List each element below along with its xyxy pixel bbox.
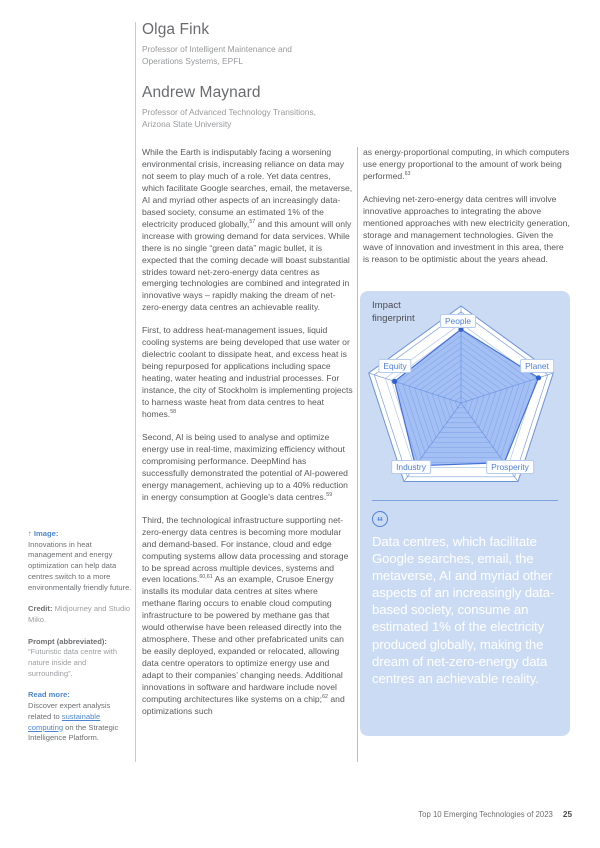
radar-axis-label-planet: Planet [520, 359, 554, 373]
image-note-heading: ↑ Image: [28, 529, 59, 538]
author-affiliation: Professor of Advanced Technology Transitions, Arizona State University [142, 107, 316, 129]
article-column-2 [363, 147, 570, 277]
sustainable-computing-link[interactable]: sustainable computing [28, 711, 101, 732]
radar-axis-label-prosperity: Prosperity [486, 460, 534, 474]
radar-axis-label-people: People [440, 314, 476, 328]
radar-data-point-planet [536, 375, 541, 380]
prompt-label: Prompt (abbreviated): [28, 636, 107, 646]
page-footer [418, 810, 572, 819]
footer-report-title: Top 10 Emerging Technologies of 2023 [418, 810, 553, 819]
author-block [142, 84, 422, 130]
image-note-body: Innovations in heat management and energy optimization can help data centres switch to a more environmentally friendly future. [28, 539, 132, 592]
image-caption-note [28, 529, 132, 593]
read-more-heading: Read more: [28, 690, 70, 700]
body-paragraph: Third, the technological infrastructure supporting net-zero-energy data centres is becoming more modular and demand-based. For instance, cloud and edge computing systems allow data processing and storage to be spread across multiple devices, systems and even locations.$^{60,61}$ As an example, Crusoe Energy installs its modular data centres at sites where methane flaring occurs to enable cloud computing infrastructure to be powered by methane gas that would otherwise have been released directly into the atmosphere. These and other prefabricated units can be easily deployed, expanded or relocated, allowing data centre operators to optimize energy use and adapt to their companies’ changing needs. Additional innovations in software and hardware include novel computing architectures like systems on a chip;$^{62}$ and optimizations such [142, 514, 349, 716]
quote-icon: “ [372, 511, 388, 527]
author-affiliation: Professor of Intelligent Maintenance and Operations Systems, EPFL [142, 44, 292, 66]
footer-page-number: 25 [562, 810, 572, 819]
impact-panel-title: Impact fingerprint [372, 300, 415, 324]
radar-axis-label-equity: Equity [378, 359, 411, 373]
body-paragraph: Second, AI is being used to analyse and optimize energy use in real-time, maximizing efficiency without compromising performance. DeepMind has successfully demonstrated the potential of AI-powered energy management, achieving up to a 40% reduction in energy consumption at Google’s data centres.$^{59}$ [142, 431, 348, 502]
impact-fingerprint-panel [360, 291, 570, 736]
radar-axis-label-industry: Industry [391, 460, 431, 474]
credit-text: Midjourney and Studio Miko. [28, 604, 131, 624]
radar-data-point-equity [392, 379, 397, 384]
prompt-note [28, 637, 132, 680]
credit-note [28, 604, 132, 625]
pull-quote-text: Data centres, which facilitate Google searches, email, the metaverse, AI and myriad other aspects of an increasingly data-based society, consume an estimated 1% of the electricity produced globally, making the dream of net-zero-energy data centres an achievable reality. [372, 534, 555, 686]
article-column-1 [142, 147, 353, 729]
read-more-note [28, 690, 132, 744]
read-more-body: Discover expert analysis related to sustainable computing on the Strategic Intelligence Platform. [28, 701, 119, 743]
panel-divider-line [372, 500, 558, 501]
body-paragraph: First, to address heat-management issues, liquid cooling systems are being developed that use water or dielectric coolant to dissipate heat, and excess heat is being repurposed for applications including space heating, water heating and industrial processes. For instance, the city of Stockholm is implementing projects to harness waste heat from data centres to heat homes.$^{58}$ [142, 325, 353, 420]
column-divider-rule [357, 147, 358, 762]
author-block [142, 21, 422, 67]
margin-notes-sidebar [28, 529, 132, 755]
author-name: Olga Fink [142, 21, 210, 38]
prompt-text: “Futuristic data centre with nature inside and surrounding”. [28, 647, 118, 678]
body-paragraph: While the Earth is indisputably facing a worsening environmental crisis, increasing reliance on data may not seem to play much of a role. Yet data centres, which facilitate Google searches, email, the metaverse, AI and myriad other aspects of an increasingly data-based society, consume an estimated 1% of the electricity produced globally,$^{57}$ and this amount will only increase with growing demand for data services. While there is no single “green data” magic bullet, it is expected that the coming decade will boast substantial strides toward net-zero-energy data centres as emerging technologies are combined and integrated in innovative ways – rapidly making the dream of net-zero-energy data centres an achievable reality. [142, 147, 353, 313]
authors-header [142, 21, 422, 147]
body-paragraph: as energy-proportional computing, in which computers use energy proportional to the amount of work being performed.$^{63}$ [363, 147, 570, 181]
body-paragraph: Achieving net-zero-energy data centres will involve innovative approaches to integrating the above mentioned approaches with new electricity generation, storage and management technologies. Given the wave of innovation and investment in this area, there is reason to be optimistic about the years ahead. [363, 193, 570, 264]
credit-label: Credit: [28, 604, 53, 614]
sidebar-divider-rule [135, 22, 136, 762]
author-name: Andrew Maynard [142, 84, 261, 102]
